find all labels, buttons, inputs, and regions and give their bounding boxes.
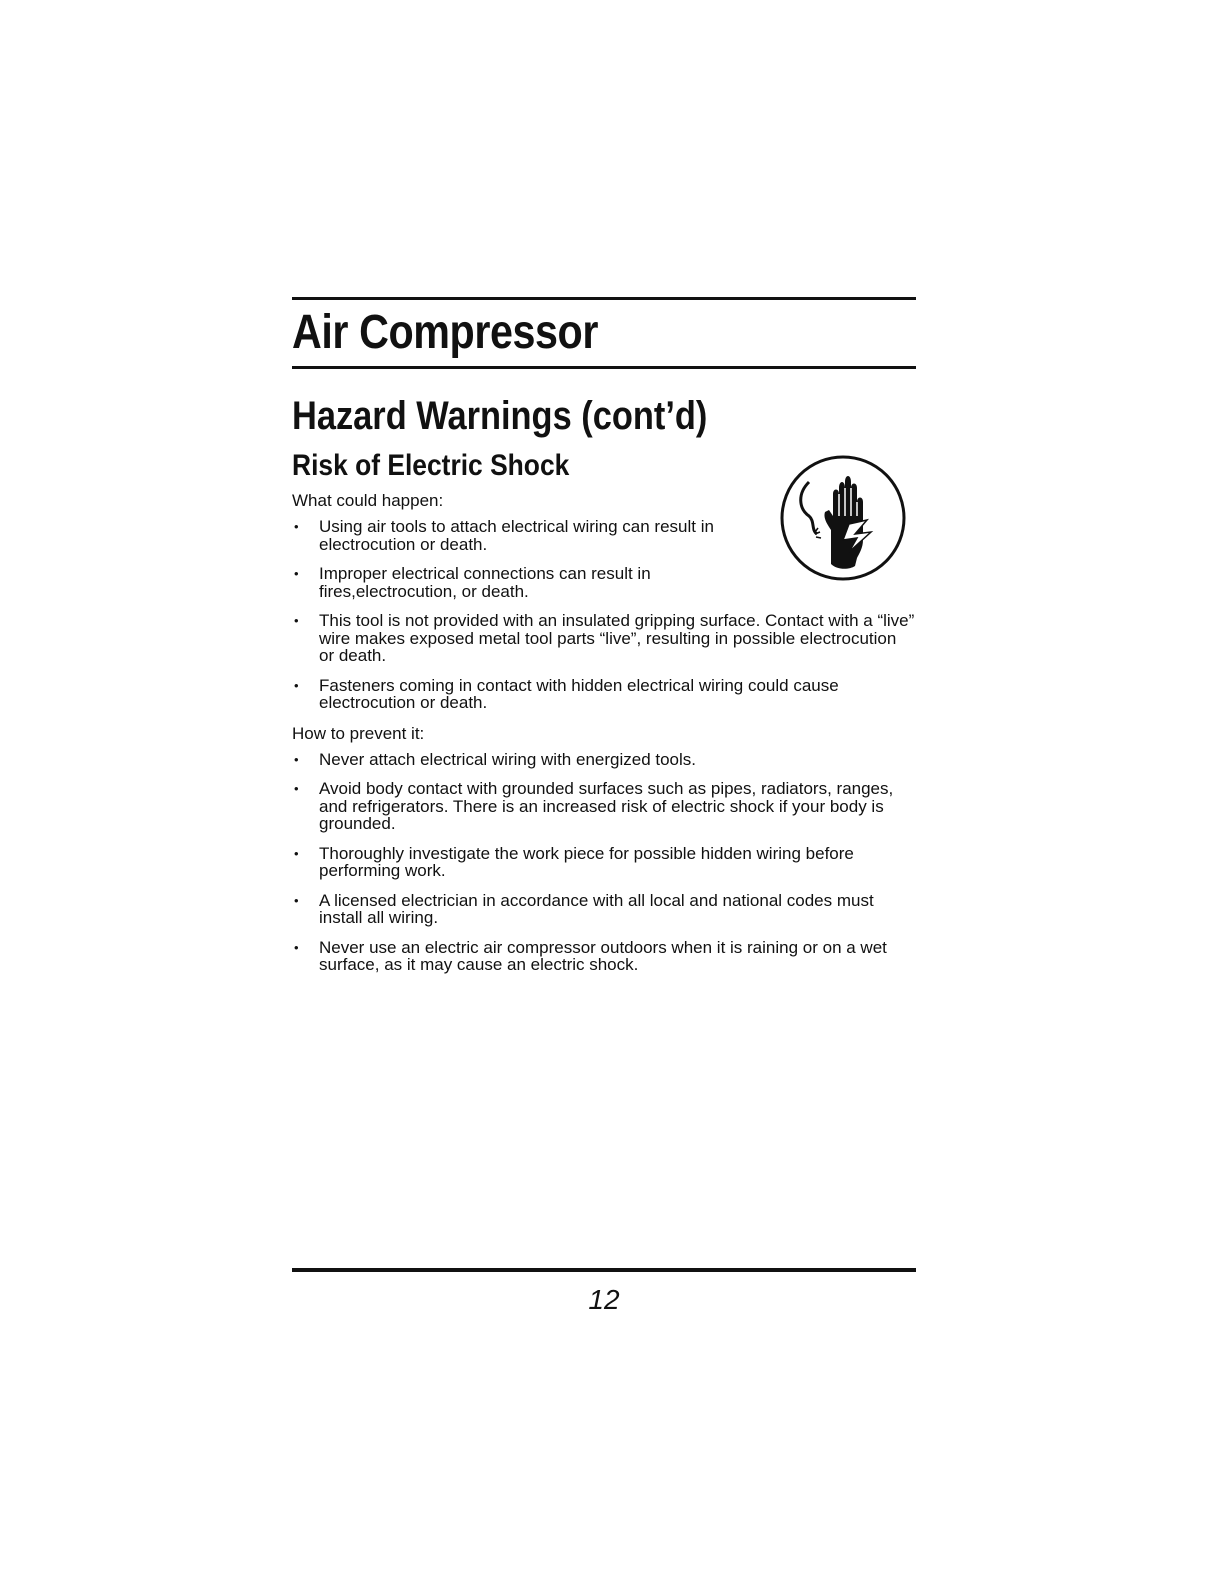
list-item: • Thoroughly investigate the work piece for possible hidden wiring before performing work. bbox=[294, 843, 854, 880]
page-number: 12 bbox=[588, 1284, 620, 1315]
how-to-prevent-list bbox=[292, 751, 916, 974]
list-item: • Using air tools to attach electrical wiring can result in electrocution or death. bbox=[294, 517, 714, 554]
page-content bbox=[292, 297, 916, 986]
list-item: • Fasteners coming in contact with hidden electrical wiring could cause electrocution or death. bbox=[294, 675, 839, 712]
section-title: Hazard Warnings (cont’d) bbox=[292, 394, 708, 438]
what-could-happen-label: What could happen: bbox=[292, 491, 444, 510]
how-to-prevent-label: How to prevent it: bbox=[292, 723, 425, 743]
what-could-happen-list bbox=[292, 518, 916, 712]
title-rule bbox=[292, 366, 916, 369]
list-item: • This tool is not provided with an insulated gripping surface. Contact with a “live” wire makes exposed metal tool parts “live”, resulting in possible electrocution or death. bbox=[294, 611, 915, 665]
bottom-rule bbox=[292, 1268, 916, 1272]
list-item: • Never use an electric air compressor outdoors when it is raining or on a wet surface, as it may cause an electric shock. bbox=[294, 937, 887, 974]
document-title: Air Compressor bbox=[292, 306, 598, 359]
list-item: • Avoid body contact with grounded surfaces such as pipes, radiators, ranges, and refrigerators. There is an increased risk of electric shock if your body is grounded. bbox=[294, 779, 894, 833]
subsection-title: Risk of Electric Shock bbox=[292, 449, 570, 482]
list-item: • Never attach electrical wiring with energized tools. bbox=[294, 749, 697, 769]
list-item: • A licensed electrician in accordance with all local and national codes must install all wiring. bbox=[294, 890, 874, 927]
list-item: • Improper electrical connections can result in fires,electrocution, or death. bbox=[294, 564, 651, 601]
